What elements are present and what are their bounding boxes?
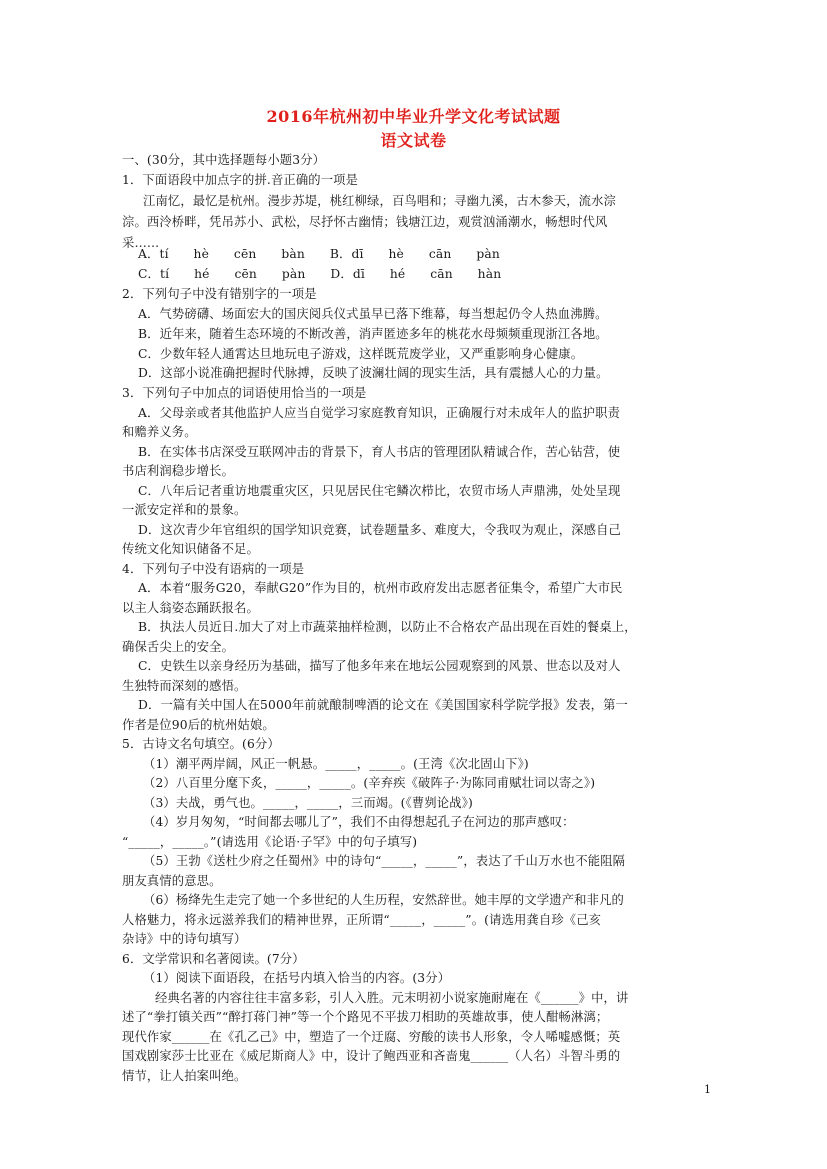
text-line: 传统文化知识储备不足。 (122, 542, 259, 556)
text-line: （5）王勃《送杜少府之任蜀州》中的诗句“_____，_____”，表达了千山万水也不能阻隔 (143, 854, 626, 868)
text-line: 确保舌尖上的安全。 (122, 640, 235, 654)
text-line: C．八年后记者重访地震重灾区，只见居民住宅鳞次栉比，农贸市场人声鼎沸，处处呈现 (138, 484, 621, 498)
text-line: （6）杨绛先生走完了她一个多世纪的人生历程，安然辞世。她丰厚的文学遗产和非凡的 (143, 893, 624, 907)
text-line: D．这部小说准确把握时代脉搏，反映了波澜壮阔的现实生活，具有震撼人心的力量。 (138, 366, 609, 380)
text-line: C．少数年轻人通霄达旦地玩电子游戏，这样既荒废学业，又严重影响身心健康。 (138, 347, 584, 361)
text-line: 国戏剧家莎士比亚在《威尼斯商人》中，设计了鲍西亚和吝啬鬼______（人名）斗智斗勇的 (122, 1049, 621, 1063)
text-line: D．一篇有关中国人在5000年前就酿制啤酒的论文在《美国国家科学院学报》发表，第一 (138, 698, 628, 712)
text-line: C．史铁生以亲身经历为基础，描写了他多年来在地坛公园观察到的风景、世态以及对人 (138, 659, 621, 673)
text-line: （2）八百里分麾下炙，_____，_____。(辛弃疾《破阵子·为陈同甫赋壮词以寄之》) (143, 776, 596, 790)
text-line: C．tí hé cēn pàn D．dī hé cān hàn (138, 267, 502, 281)
text-line: A．父母亲或者其他监护人应当自觉学习家庭教育知识，正确履行对未成年人的监护职责 (138, 406, 621, 420)
text-line: 6．文学常识和名著阅读。(7分） (122, 952, 305, 966)
text-line: （1）潮平两岸阔，风正一帆悬。_____，_____。(王湾《次北固山下》) (143, 757, 529, 771)
text-line: B．近年来，随着生态环境的不断改善，消声匿迹多年的桃花水母频频重现浙江各地。 (138, 327, 608, 341)
text-line: B．在实体书店深受互联网冲击的背景下，育人书店的管理团队精诚合作，苦心钻营，使 (138, 445, 621, 459)
text-line: 一派安定祥和的景象。 (122, 503, 247, 517)
text-line: 采…… (122, 236, 160, 250)
text-line: 2．下列句子中没有错别字的一项是 (122, 287, 317, 301)
text-line: 淙。西泠桥畔，凭吊苏小、武松，尽抒怀古幽情；钱塘江边，观赏汹涌潮水，畅想时代风 (122, 215, 608, 229)
text-line: “_____，_____。”(请选用《论语·子罕》中的句子填写) (122, 835, 418, 849)
text-line: A．本着“服务G20，奉献G20”作为目的，杭州市政府发出志愿者征集令，希望广大市民 (138, 581, 623, 595)
text-line: 一、(30分，其中选择题每小题3分） (122, 153, 326, 167)
text-line: 生独特而深刻的感悟。 (122, 679, 247, 693)
text-line: 朋友真情的意思。 (122, 874, 222, 888)
text-line: （4）岁月匆匆，“时间都去哪儿了”，我们不由得想起孔子在河边的那声感叹： (143, 815, 575, 829)
text-line: A．气势磅礴、场面宏大的国庆阅兵仪式虽早已落下维幕，每当想起仍令人热血沸腾。 (138, 307, 608, 321)
text-line: 江南忆，最忆是杭州。漫步苏堤，桃红柳绿，百鸟唱和；寻幽九溪，古木参天，流水淙 (143, 194, 616, 208)
page-number: 1 (704, 1083, 711, 1096)
text-line: 3．下列句子中加点的词语使用恰当的一项是 (122, 386, 367, 400)
text-line: 和赡养义务。 (122, 425, 197, 439)
text-line: 以主人翁姿态踊跃报名。 (122, 601, 259, 615)
text-line: 5．古诗文名句填空。(6分） (122, 737, 280, 751)
text-line: 杂诗》中的诗句填写） (122, 932, 247, 946)
text-line: 人格魅力，将永远滋养我们的精神世界，正所谓“_____，_____”。(请选用龚自珍《己亥 (122, 913, 602, 927)
text-line: 经典名著的内容往往丰富多彩，引人入胜。元末明初小说家施耐庵在《______》中，讲 (155, 991, 629, 1005)
text-line: 现代作家______在《孔乙己》中，塑造了一个迂腐、穷酸的读书人形象，令人唏嘘感慨；英 (122, 1030, 621, 1044)
text-line: （1）阅读下面语段，在括号内填入恰当的内容。(3分） (143, 971, 451, 985)
text-line: 述了“拳打镇关西”“醉打蒋门神”等一个个路见不平拔刀相助的英雄故事，使人酣畅淋漓； (122, 1010, 609, 1024)
text-line: 4．下列句子中没有语病的一项是 (122, 562, 305, 576)
exam-subtitle: 语文试卷 (380, 131, 447, 150)
text-line: B．执法人员近日.加大了对上市蔬菜抽样检测，以防止不合格农产品出现在百姓的餐桌上， (138, 620, 637, 634)
text-line: 1．下面语段中加点字的拼.音正确的一项是 (122, 173, 359, 187)
text-line: 作者是位90后的杭州姑娘。 (122, 718, 275, 732)
text-line: 情节，让人拍案叫绝。 (122, 1069, 247, 1083)
text-line: （3）夫战，勇气也。_____，_____，三而竭。(《曹刿论战》) (143, 796, 473, 810)
text-line: A．tí hè cēn bàn B．dī hè cān pàn (138, 247, 500, 261)
text-line: D．这次青少年官组织的国学知识竞赛，试卷题量多、难度大，令我叹为观止，深感自己 (138, 523, 621, 537)
text-line: 书店利润稳步增长。 (122, 464, 235, 478)
exam-title: 2016年杭州初中毕业升学文化考试试题 (266, 107, 561, 126)
